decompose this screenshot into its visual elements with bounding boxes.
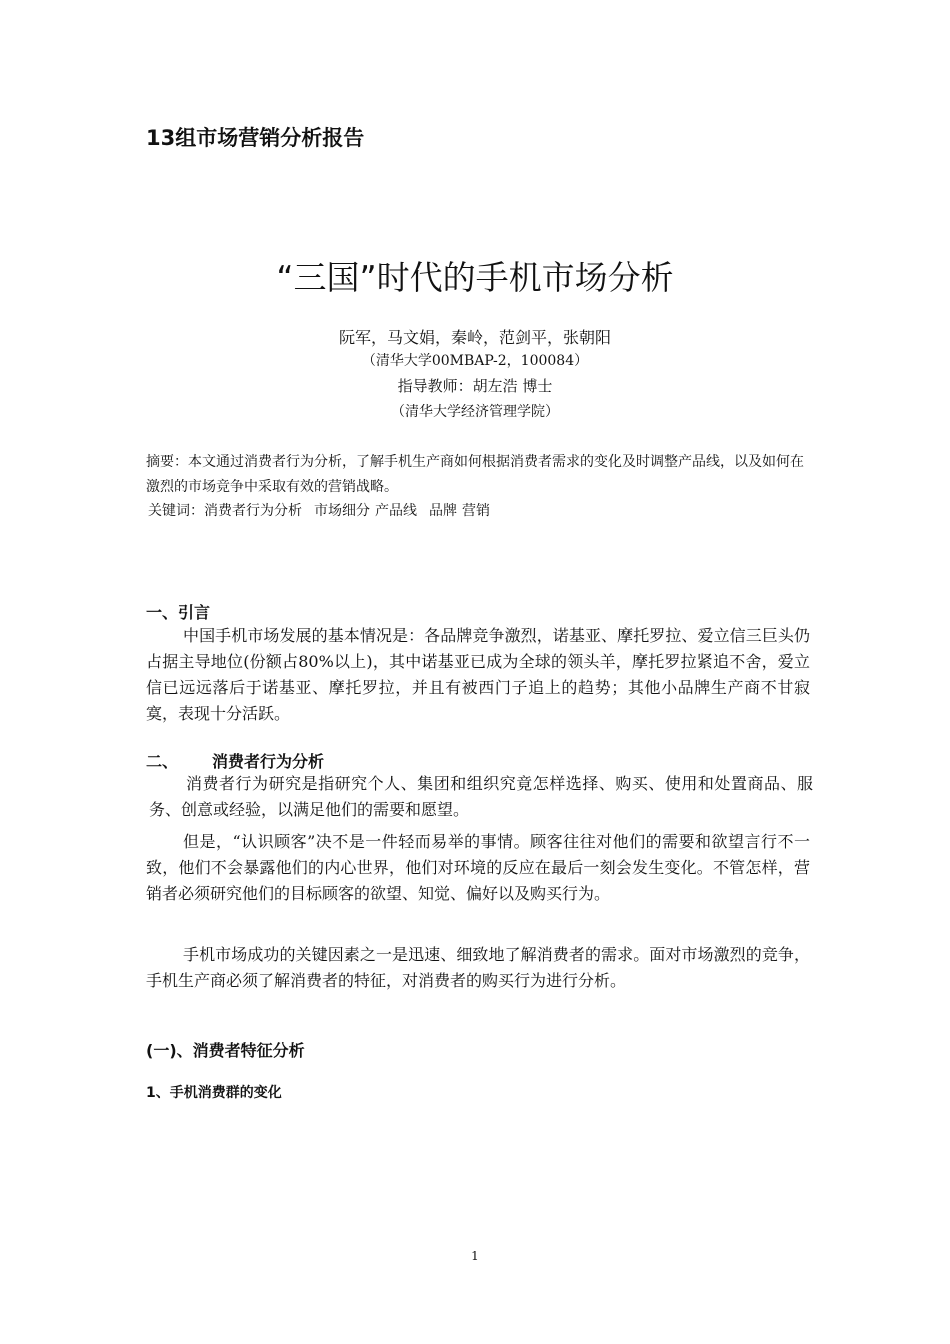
- introduction-paragraph: 中国手机市场发展的基本情况是：各品牌竞争激烈，诺基亚、摩托罗拉、爱立信三巨头仍占据主导地位(份额占80%以上)，其中诺基亚已成为全球的领头羊，摩托罗拉紧追不舍，爱立信已远远落后于诺基亚、摩托罗拉，并且有被西门子追上的趋势；其他小品牌生产商不甘寂寞，表现十分活跃。: [146, 626, 810, 723]
- keyword: 品牌: [429, 503, 457, 519]
- report-group-title: 13组市场营销分析报告: [146, 126, 365, 150]
- paper-title: “三国”时代的手机市场分析: [276, 258, 674, 297]
- keyword: 产品线: [375, 503, 417, 519]
- body-paragraph: 消费者行为研究是指研究个人、集团和组织究竟怎样选择、购买、使用和处置商品、服务、创意或经验，以满足他们的需要和愿望。: [149, 774, 813, 819]
- section-heading-text: 消费者行为分析: [212, 752, 325, 771]
- subsection-heading-consumer-change: 1、手机消费群的变化: [146, 1085, 282, 1101]
- keyword: 市场细分: [314, 503, 370, 519]
- section-heading-introduction: 一、引言: [146, 603, 211, 622]
- author-list: 阮军，马文娟，秦岭，范剑平，张朝阳: [338, 328, 611, 347]
- advisor-line: 指导教师：胡左浩 博士: [397, 377, 553, 395]
- advisor-affiliation: （清华大学经济管理学院）: [391, 404, 559, 420]
- subsection-heading-consumer-traits: (一)、消费者特征分析: [146, 1041, 305, 1060]
- keywords: [148, 499, 490, 524]
- abstract: 摘要：本文通过消费者行为分析，了解手机生产商如何根据消费者需求的变化及时调整产品线，以及如何在激烈的市场竞争中采取有效的营销战略。: [146, 454, 804, 495]
- body-paragraph: 手机市场成功的关键因素之一是迅速、细致地了解消费者的需求。面对市场激烈的竞争，手机生产商必须了解消费者的特征，对消费者的购买行为进行分析。: [146, 945, 810, 990]
- author-affiliation: （清华大学00MBAP-2，100084）: [361, 353, 589, 369]
- page-number: 1: [471, 1249, 479, 1263]
- keyword: 消费者行为分析: [204, 503, 302, 519]
- section-heading-consumer-behavior: [146, 749, 324, 772]
- keyword: 营销: [462, 503, 490, 519]
- section-number: 二、: [146, 752, 179, 771]
- body-paragraph: 但是，“认识顾客”决不是一件轻而易举的事情。顾客往往对他们的需要和欲望言行不一致，他们不会暴露他们的内心世界，他们对环境的反应在最后一刻会发生变化。不管怎样，营销者必须研究他们的目标顾客的欲望、知觉、偏好以及购买行为。: [146, 832, 810, 903]
- keywords-label: 关键词：: [148, 503, 204, 519]
